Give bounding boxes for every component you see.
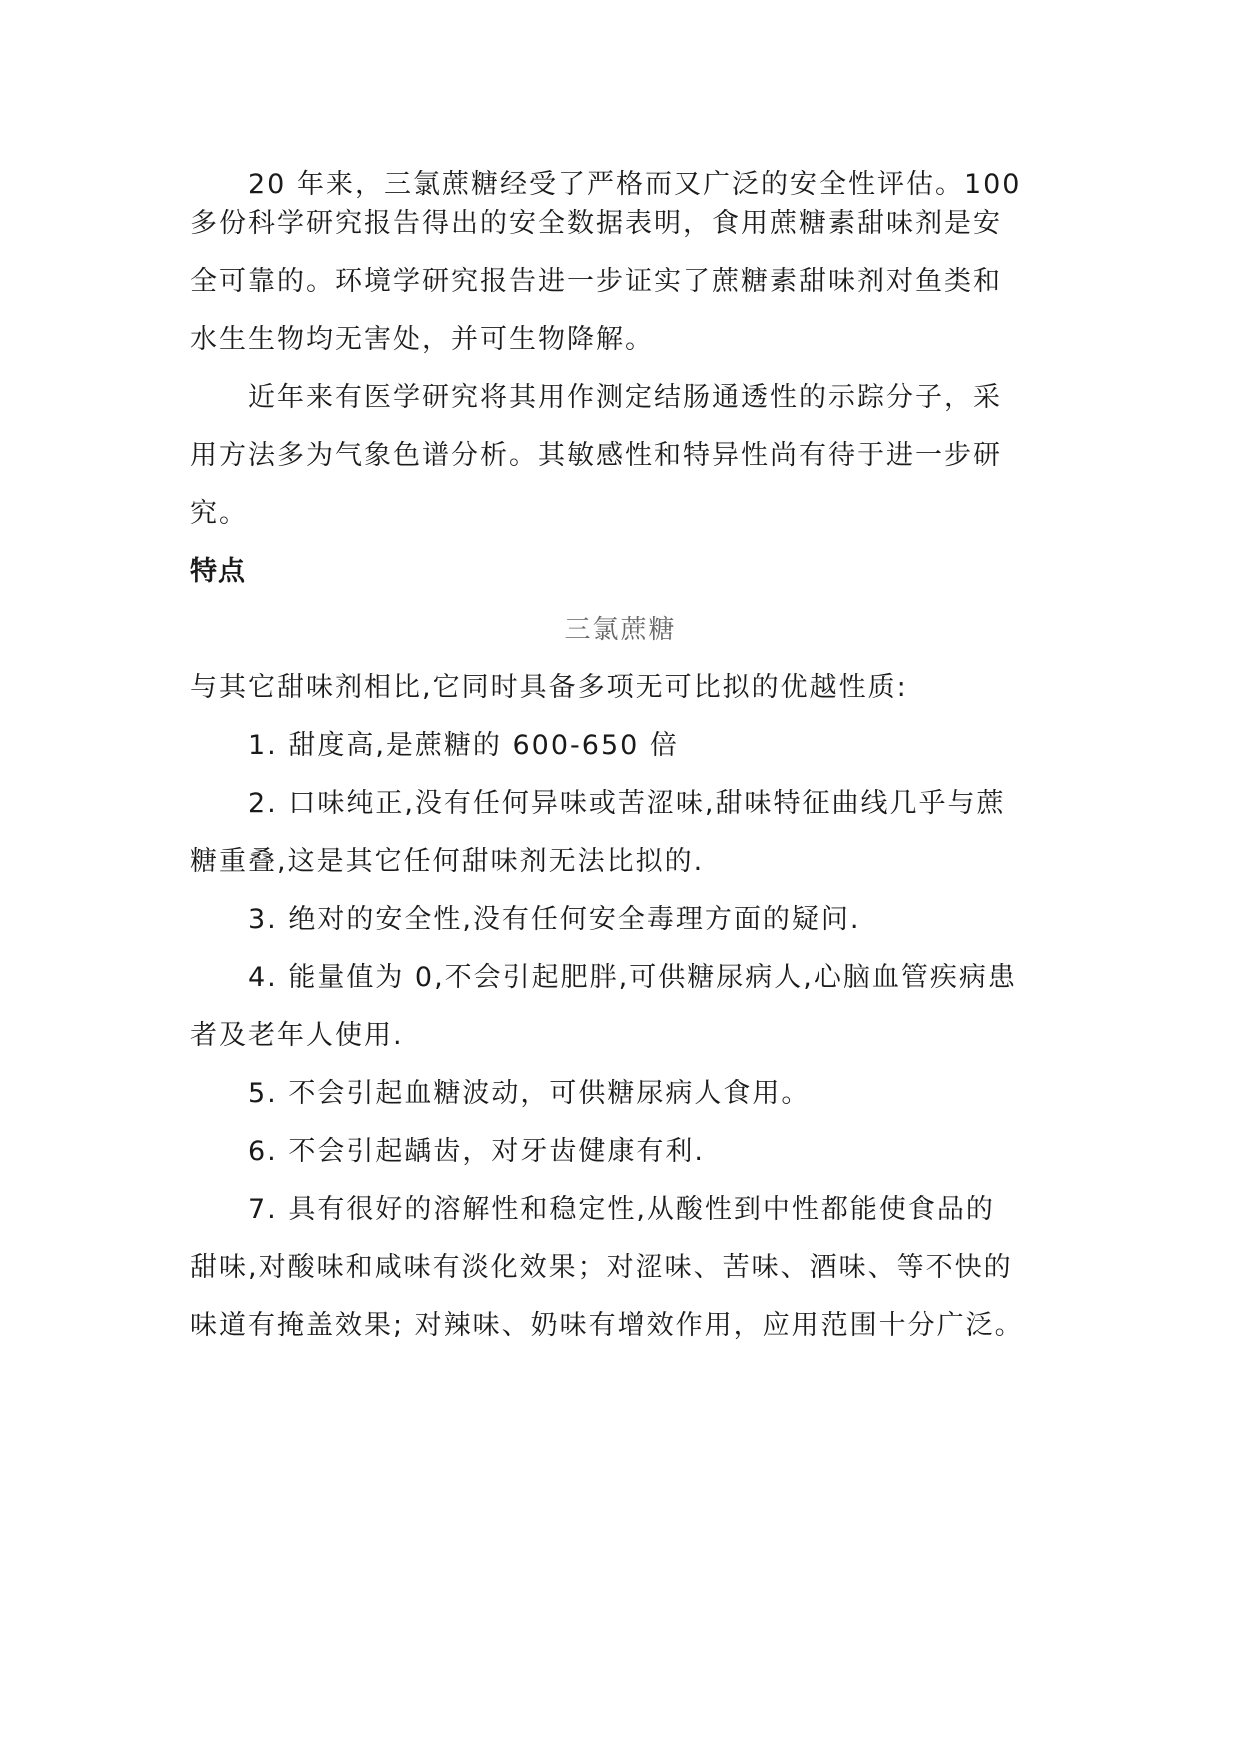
paragraph-1-line-2: 多份科学研究报告得出的安全数据表明，食用蔗糖素甜味剂是安 bbox=[190, 208, 1002, 239]
feature-4-line-1: 4. 能量值为 0,不会引起肥胖,可供糖尿病人,心脑血管疾病患 bbox=[248, 962, 1017, 993]
feature-2-line-2: 糖重叠,这是其它任何甜味剂无法比拟的. bbox=[190, 846, 705, 877]
paragraph-1-line-3: 全可靠的。环境学研究报告进一步证实了蔗糖素甜味剂对鱼类和 bbox=[190, 266, 1002, 297]
feature-7-line-2: 甜味,对酸味和咸味有淡化效果；对涩味、苦味、酒味、等不快的 bbox=[190, 1252, 1013, 1283]
image-caption: 三氯蔗糖 bbox=[564, 615, 677, 645]
paragraph-2-line-2: 用方法多为气象色谱分析。其敏感性和特异性尚有待于进一步研 bbox=[190, 440, 1002, 471]
feature-4-line-2: 者及老年人使用. bbox=[190, 1020, 404, 1051]
paragraph-1-line-1: 20 年来，三氯蔗糖经受了严格而又广泛的安全性评估。100 bbox=[248, 169, 1022, 200]
feature-7-line-1: 7. 具有很好的溶解性和稳定性,从酸性到中性都能使食品的 bbox=[248, 1194, 995, 1225]
feature-7-line-3: 味道有掩盖效果; 对辣味、奶味有增效作用，应用范围十分广泛。 bbox=[190, 1310, 1024, 1341]
paragraph-2-line-1: 近年来有医学研究将其用作测定结肠通透性的示踪分子，采 bbox=[248, 382, 1002, 413]
features-intro: 与其它甜味剂相比,它同时具备多项无可比拟的优越性质: bbox=[190, 672, 908, 703]
feature-5-line-1: 5. 不会引起血糖波动，可供糖尿病人食用。 bbox=[248, 1078, 811, 1109]
feature-6-line-1: 6. 不会引起龋齿，对牙齿健康有利. bbox=[248, 1136, 705, 1167]
feature-3-line-1: 3. 绝对的安全性,没有任何安全毒理方面的疑问. bbox=[248, 904, 861, 935]
paragraph-2-line-3: 究。 bbox=[190, 498, 248, 529]
section-heading: 特点 bbox=[190, 556, 246, 587]
paragraph-1-line-4: 水生生物均无害处，并可生物降解。 bbox=[190, 324, 654, 355]
feature-2-line-1: 2. 口味纯正,没有任何异味或苦涩味,甜味特征曲线几乎与蔗 bbox=[248, 788, 1006, 819]
feature-1-line-1: 1. 甜度高,是蔗糖的 600-650 倍 bbox=[248, 730, 679, 761]
